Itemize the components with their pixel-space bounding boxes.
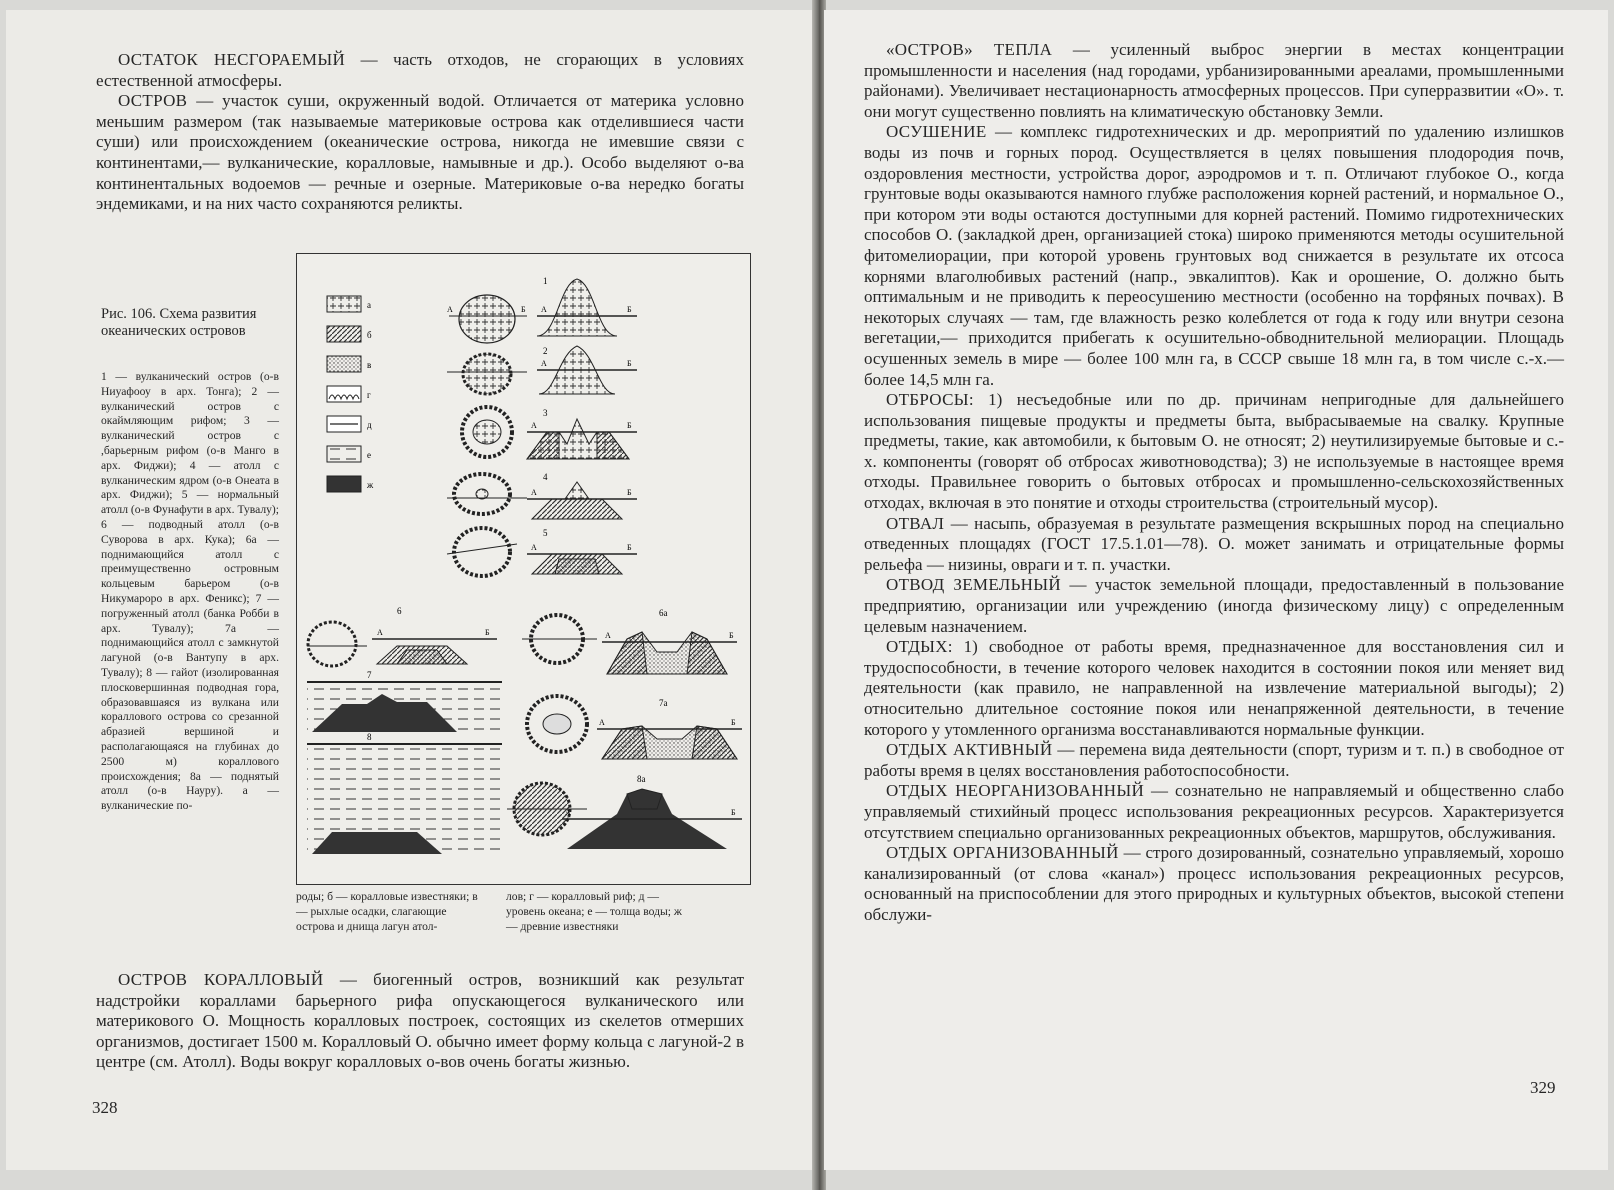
stage-8: [307, 732, 502, 854]
marker-b: Б: [627, 543, 632, 552]
stage-label: 8: [367, 732, 372, 742]
entry-head: ОТДЫХ НЕОРГАНИЗОВАННЫЙ: [886, 781, 1145, 801]
right-page: [824, 10, 1608, 1170]
stage-5: [447, 528, 637, 576]
entry-otdykh-neorg: [864, 781, 1564, 843]
marker-b: Б: [731, 808, 736, 817]
entry-text: : 1) несъедобные или по др. причинам непригодные для дальнейшего использования пищевые продукты и предметы быта, выбрасываемые на свалку. Крупные предметы, такие, как автомобили, к бытовым О. не относят; 2) неутилизируемые бытовые и с.-х. компоненты (говорят об отбросах животноводства); 3) не используемые в настоящее время отходы. Правильнее говорить о бытовых отбросах и промышленно-сельскохозяйственных отходах, включая в это понятие и отходы строительства (строительный мусор).: [864, 390, 1564, 513]
marker-a: А: [377, 628, 383, 637]
figure-drawing: [297, 254, 750, 884]
marker-a: А: [605, 631, 611, 640]
marker-a: А: [541, 359, 547, 368]
legend-label: г: [367, 390, 371, 400]
entry-head: ОТБРОСЫ: [886, 390, 969, 410]
entry-text: — сознательно не направляемый и общественно слабо управляемый стихийный процесс использования рекреационных ресурсов. Характеризуется отсутствием специально организованных рекреационных объектов, маршрутов, обслуживания.: [864, 781, 1564, 842]
marker-a: А: [531, 421, 537, 430]
entry-text: — участок земельной площади, предоставленный в пользование предприятию, организации или учреждению (иногда физическому лицу) с определенным целевым назначением.: [864, 575, 1565, 636]
stage-label: 7а: [659, 698, 668, 708]
entry-otdykh: [864, 637, 1564, 740]
entry-head: ОСТАТОК НЕСГОРАЕМЫЙ: [118, 50, 346, 69]
marker-a: А: [531, 543, 537, 552]
left-page: [6, 10, 818, 1170]
entry-otval: [864, 514, 1564, 576]
island-development-figure: [296, 253, 751, 885]
entry-head: ОТДЫХ АКТИВНЫЙ: [886, 740, 1053, 760]
stage-label: 7: [367, 670, 372, 680]
entry-otvod: [864, 575, 1564, 637]
marker-a: А: [565, 808, 571, 817]
stage-label: 5: [543, 528, 548, 538]
entry-otbrosy: [864, 390, 1564, 514]
entry-text: — часть отходов, не сгорающих в условиях естественной атмосферы.: [96, 50, 744, 90]
entry-ostrov-tepla: [864, 40, 1564, 122]
stage-8a: [507, 774, 742, 849]
entry-otdykh-org: [864, 843, 1564, 925]
legend-label: д: [367, 420, 372, 430]
figure-caption-title: Рис. 106. Схема развития океанических островов: [101, 306, 257, 339]
entry-head: ОСУШЕНИЕ: [886, 122, 987, 142]
figure-caption-col3: лов; г — коралловый риф; д — уровень океана; е — толща воды; ж — древние известняки: [506, 890, 682, 933]
stage-7: [307, 670, 502, 732]
entry-head: ОТВАЛ: [886, 513, 945, 533]
marker-b: Б: [521, 305, 526, 314]
stage-label: 6а: [659, 608, 668, 618]
left-top-text: [96, 50, 744, 215]
entry-text: : 1) свободное от работы время, предназначенное для восстановления сил и трудоспособности, в течение которого человек находится в состоянии покоя или меняет вид деятельности (как правило, не направленной на извлечение материальной выгоды); 2) относительно длительное состояние покоя или ненапряженной деятельности, в течение которого у утомленного организма восстанавливаются нормальные функции.: [864, 637, 1564, 739]
marker-b: Б: [627, 488, 632, 497]
entry-head: ОТДЫХ ОРГАНИЗОВАННЫЙ: [886, 843, 1119, 863]
figure-caption-col2: роды; б — коралловые известняки; в — рыхлые осадки, слагающие острова и днища лагун атол-: [296, 890, 478, 933]
entry-head: «ОСТРОВ» ТЕПЛА: [886, 40, 1053, 59]
legend-label: в: [367, 360, 372, 370]
marker-b: Б: [485, 628, 490, 637]
legend-label: е: [367, 450, 371, 460]
figure-caption-body: 1 — вулканический остров (о-в Ниуафооу в арх. Тонга); 2 — вулканический остров с окаймляющим рифом; 3 — вулканический остров с ,барьерным рифом (о-в Манго в арх. Фиджи); 4 — атолл с вулканическим ядром (о-в Онеата в арх. Фиджи); 5 — нормальный атолл (о-в Фунафути в арх. Тувалу); 6 — подводный атолл (о-в Суворова в арх. Кука); 6а — поднимающийся атолл с преимущественно островным кольцевым барьером (о-в Никумароро в арх. Феникс); 7 — погруженный атолл (банка Робби в арх. Тувалу); 7а — поднимающийся атолл с замкнутой лагуной (о-в Вантупу в арх. Тувалу); 8 — гайот (изолированная плосковершинная подводная гора, образовавшаяся из вулкана или кораллового острова со срезанной абразией вершиной и располагающаяся на глубинах до 2500 м) кораллового происхождения; 8а — поднятый атолл (о-в Науру). а — вулканические по-: [101, 370, 279, 813]
entry-text: — биогенный остров, возникший как результат надстройки кораллами барьерного рифа опускающегося вулканического или материкового О. Мощность коралловых построек, состоящих из скелетов отмерших организмов, достигает 1500 м. Коралловый О. обычно имеет форму кольца с лагуной-2 в центре (см. Атолл). Воды вокруг коралловых о-вов очень богаты жизнью.: [96, 970, 744, 1072]
stage-7a: [527, 696, 742, 759]
marker-a: А: [541, 305, 547, 314]
entry-text: — комплекс гидротехнических и др. мероприятий по удалению излишков воды из почв и горных пород. Осуществляется в целях повышения плодородия почв, оздоровления местности, устройства дорог, аэродромов и т. п. Отличают глубокое О., когда грунтовые воды оказываются намного глубже расположения корней растений, и нормальное О., при котором эти воды остаются доступными для корней растений. Помимо гидротехнических способов О. (закладкой дрен, организацией стока) широко применяются методы осушительной фитомелиорации, при которой уровень грунтовых вод снижается в результате их отсоса корнями влаголюбивых растений (напр., эвкалиптов). Как и орошение, О. должно быть оптимальным и не приводить к переосушению местности (особенно на торфяных почвах). В некоторых случаях — там, где влажность резко колеблется от года к году или внутри сезона вегетации,— приходится прибегать к осушительно-обводнительной мелиорации. Площадь осушенных земель в мире — более 100 млн га, в СССР свыше 18 млн га, в том числе с.-х.— более 14,5 млн га.: [864, 122, 1564, 389]
marker-b: Б: [627, 421, 632, 430]
page-number-right: 329: [1530, 1078, 1556, 1097]
stage-6: [307, 606, 497, 666]
marker-b: Б: [729, 631, 734, 640]
legend-label: а: [367, 300, 371, 310]
stage-label: 4: [543, 472, 548, 482]
entry-text: — строго дозированный, сознательно управляемый, хорошо канализированный (от слова «канал») процесс использования рекреационных ресурсов, основанный на приспособлении для этого природных и культурных объектов, высокой степени обслужи-: [864, 843, 1564, 924]
stage-4: [447, 472, 637, 519]
entry-head: ОСТРОВ: [118, 91, 188, 111]
marker-a: А: [531, 488, 537, 497]
page-number-left: 328: [92, 1098, 118, 1117]
entry-ostrov: [96, 91, 744, 215]
entry-ostatok: [96, 50, 744, 91]
marker-a: А: [447, 305, 453, 314]
entry-text: — насыпь, образуемая в результате размещения вскрышных пород на специально отведенных площадях (ГОСТ 17.5.1.01—78). О. может занимать и отрицательные формы рельефа — низины, овраги и т. п. участки.: [864, 513, 1564, 574]
entry-ostrov-korallovy: [96, 970, 744, 1073]
stage-6a: [522, 608, 737, 674]
stage-2: [447, 346, 637, 394]
left-bottom-text: [96, 970, 744, 1073]
marker-b: Б: [627, 305, 632, 314]
entry-otdykh-aktivny: [864, 740, 1564, 781]
stage-3: [462, 407, 637, 459]
entry-text: — усиленный выброс энергии в местах концентрации промышленности и населения (над городами, урбанизированными ареалами, промышленными районами). Увеличивает нестационарность атмосферных процессов. При суперразвитии «О». т. они могут существенно повлиять на климатическую обстановку Земли.: [864, 40, 1564, 121]
entry-head: ОТВОД ЗЕМЕЛЬНЫЙ: [886, 575, 1061, 595]
marker-b: Б: [731, 718, 736, 727]
stage-label: 2: [543, 346, 548, 356]
stage-label: 1: [543, 276, 548, 286]
entry-text: — перемена вида деятельности (спорт, туризм и т. п.) в свободное от работы время в целях восстановления работоспособности.: [864, 740, 1564, 780]
legend-label: б: [367, 330, 372, 340]
entry-head: ОТДЫХ: [886, 637, 948, 657]
entry-text: — участок суши, окруженный водой. Отличается от материка условно меньшим размером (так называемые материковые острова как отделившиеся части суши) или происхождением (океанические острова, никогда не имевшие связи с континентами,— вулканические, коралловые, намывные и др.). Особо выделяют о-ва континентальных водоемов — речные и озерные. Материковые о-ва нередко богаты эндемиками, и на них часто сохраняются реликты.: [96, 91, 744, 214]
stage-label: 3: [543, 408, 548, 418]
legend: [327, 296, 374, 492]
marker-b: Б: [627, 359, 632, 368]
legend-label: ж: [367, 480, 374, 490]
entry-head: ОСТРОВ КОРАЛЛОВЫЙ: [118, 970, 324, 989]
marker-a: А: [599, 718, 605, 727]
stage-label: 8а: [637, 774, 646, 784]
entry-osushenie: [864, 122, 1564, 390]
right-text: [864, 40, 1564, 926]
stage-label: 6: [397, 606, 402, 616]
